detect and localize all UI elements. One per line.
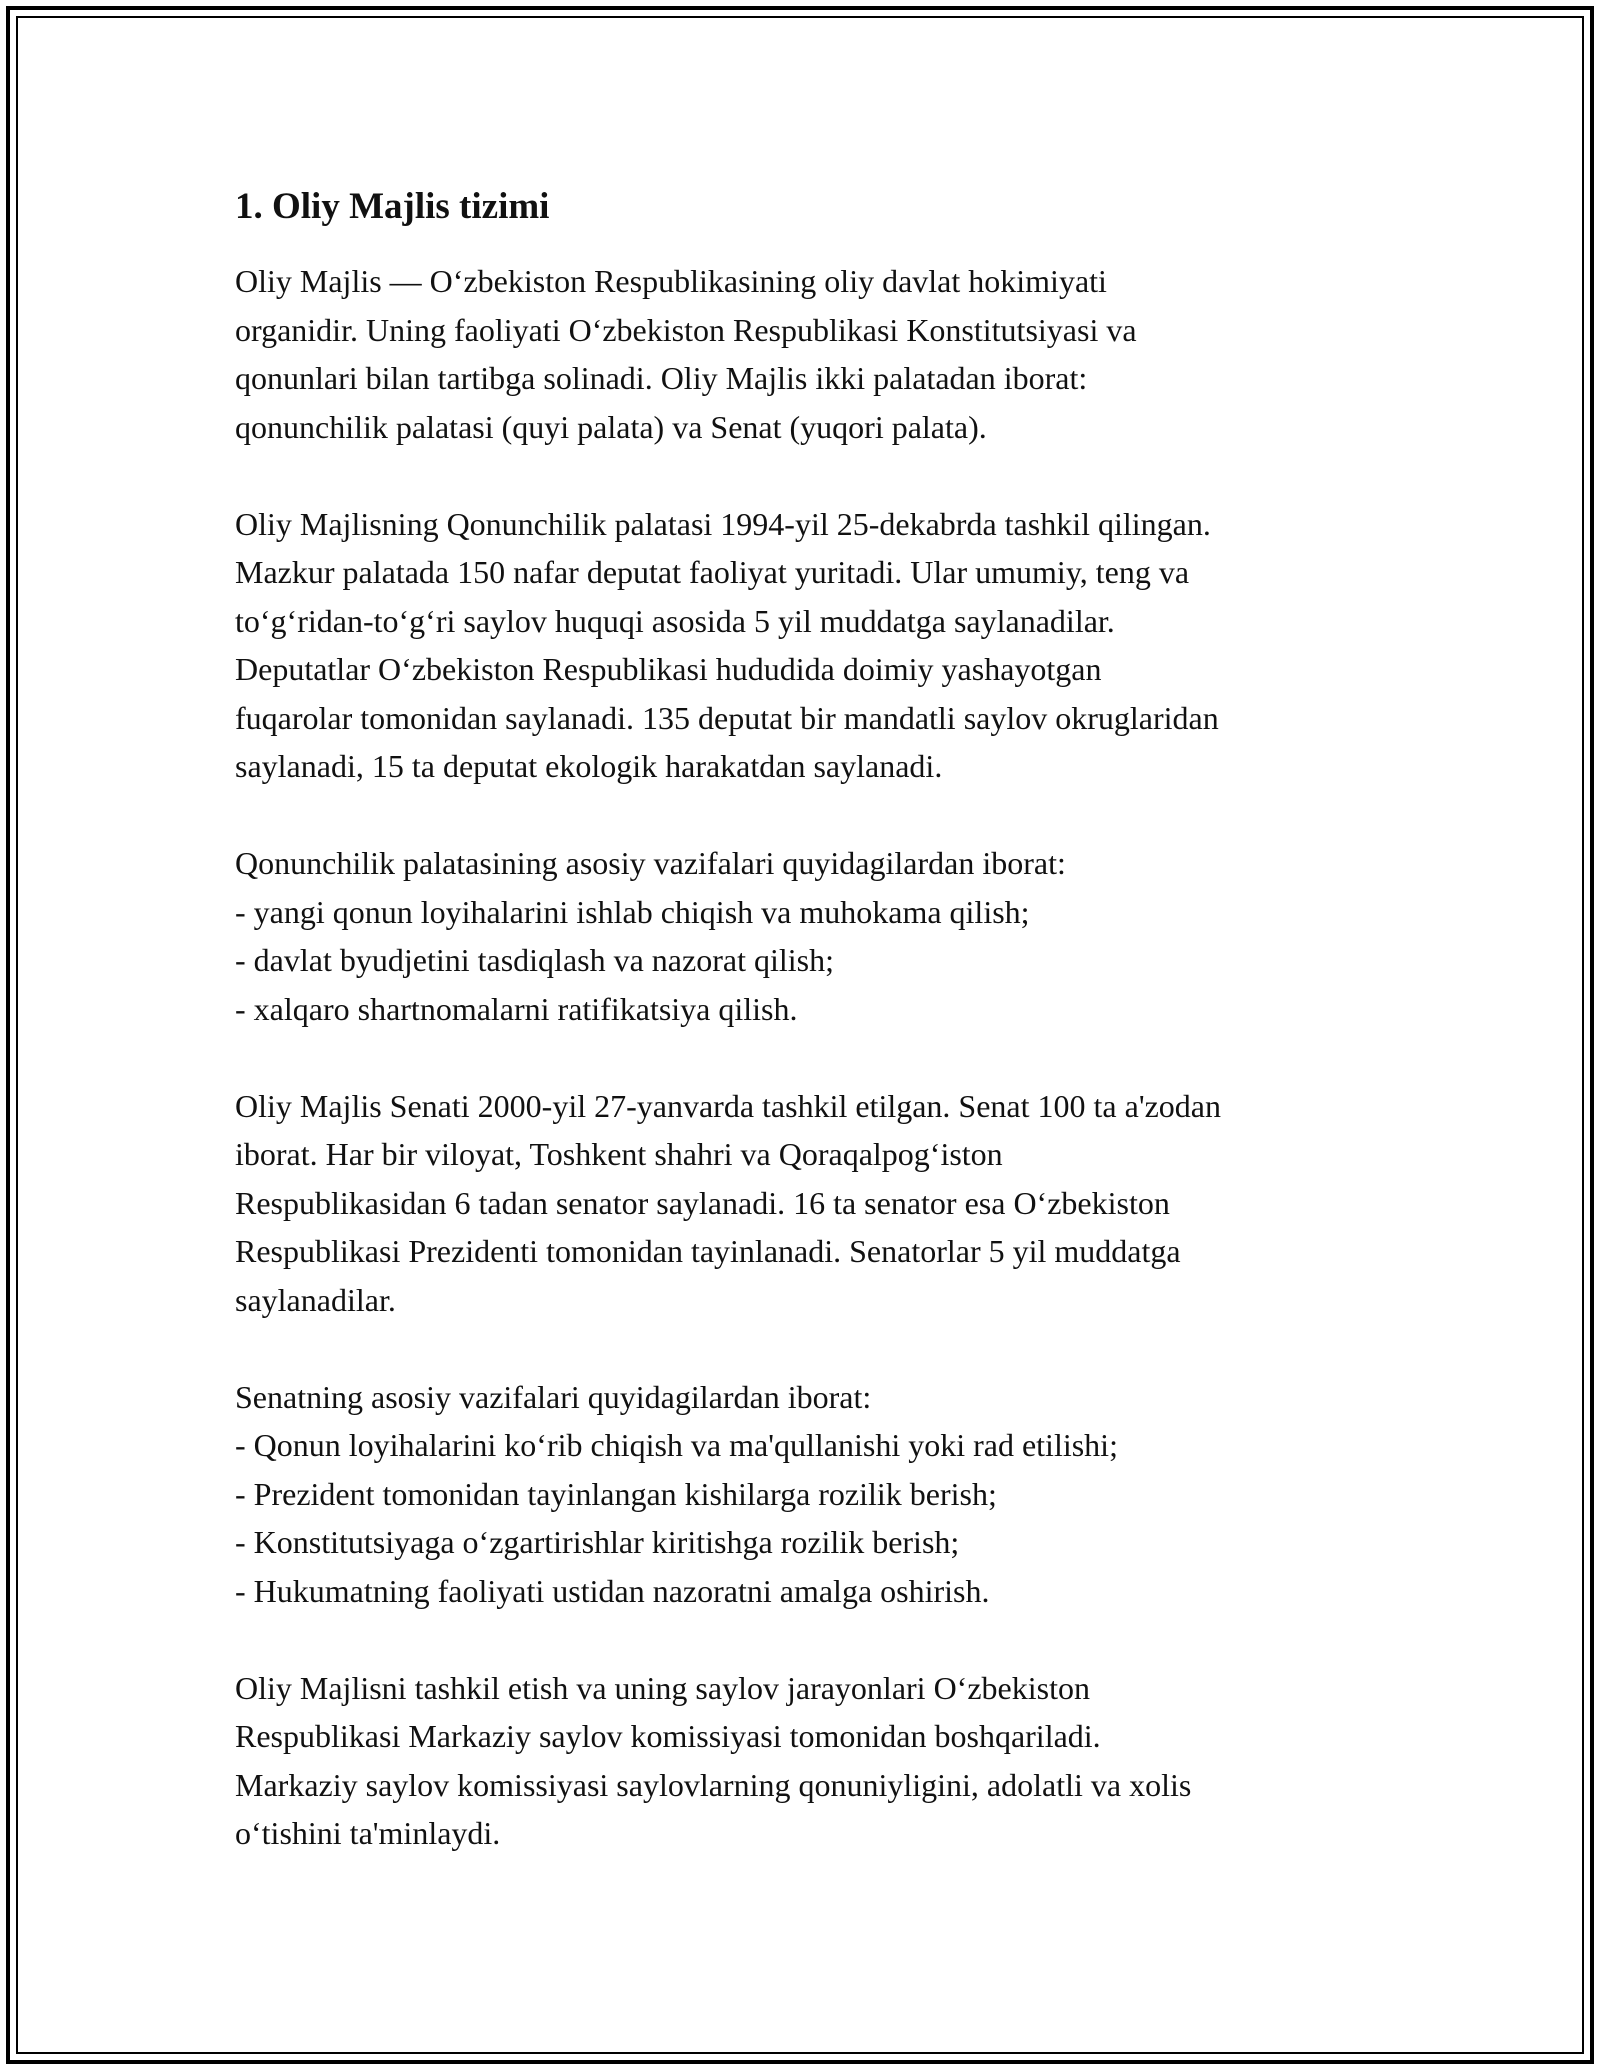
text-line: Respublikasi Markaziy saylov komissiyasi tomonidan boshqariladi. [235,1718,1101,1754]
text-line: Oliy Majlisning Qonunchilik palatasi 1994-yil 25-dekabrda tashkil qilingan. [235,505,1211,542]
text-line: Respublikasi Prezidenti tomonidan tayinlanadi. Senatorlar 5 yil muddatga [235,1233,1181,1269]
document-body [235,185,1385,1906]
text-line: Oliy Majlis — O‘zbekiston Respublikasining oliy davlat hokimiyati [235,263,1107,299]
text-line: organidir. Uning faoliyati O‘zbekiston Respublikasi Konstitutsiyasi va [235,311,1137,348]
text-line: - yangi qonun loyihalarini ishlab chiqish va muhokama qilish; [235,893,1030,930]
text-line: qonunlari bilan tartibga solinadi. Oliy Majlis ikki palatadan iborat: [235,360,1088,396]
text-line: - davlat byudjetini tasdiqlash va nazorat qilish; [235,942,834,978]
text-line: Oliy Majlisni tashkil etish va uning saylov jarayonlari O‘zbekiston [235,1669,1090,1706]
text-line: - Hukumatning faoliyati ustidan nazoratni amalga oshirish. [235,1572,990,1609]
body-paragraph [235,1664,1385,1858]
paragraph-list [235,257,1385,1858]
text-line: Mazkur palatada 150 nafar deputat faoliyat yuritadi. Ular umumiy, teng va [235,554,1190,590]
text-line: saylanadi, 15 ta deputat ekologik harakatdan saylanadi. [235,748,943,784]
text-line: Deputatlar O‘zbekiston Respublikasi hududida doimiy yashayotgan [235,651,1102,687]
body-paragraph [235,839,1385,1033]
text-line: Markaziy saylov komissiyasi saylovlarning qonuniyligini, adolatli va xolis [235,1766,1192,1803]
text-line: - xalqaro shartnomalarni ratifikatsiya qilish. [235,990,798,1027]
body-paragraph [235,257,1385,451]
page-title: 1. Oliy Majlis tizimi [235,186,550,227]
text-line: fuqarolar tomonidan saylanadi. 135 deputat bir mandatli saylov okruglaridan [235,699,1219,736]
body-paragraph [235,500,1385,791]
body-paragraph [235,1373,1385,1616]
body-paragraph [235,1082,1385,1325]
text-line: iborat. Har bir viloyat, Toshkent shahri va Qoraqalpog‘iston [235,1136,1003,1172]
text-line: - Konstitutsiyaga o‘zgartirishlar kiritishga rozilik berish; [235,1524,960,1560]
text-line: qonunchilik palatasi (quyi palata) va Senat (yuqori palata). [235,408,987,445]
text-line: Senatning asosiy vazifalari quyidagilardan iborat: [235,1378,872,1415]
text-line: Respublikasidan 6 tadan senator saylanadi. 16 ta senator esa O‘zbekiston [235,1184,1170,1221]
text-line: - Qonun loyihalarini ko‘rib chiqish va ma'qullanishi yoki rad etilishi; [235,1427,1118,1463]
text-line: Qonunchilik palatasining asosiy vazifalari quyidagilardan iborat: [235,845,1066,881]
text-line: - Prezident tomonidan tayinlangan kishilarga rozilik berish; [235,1475,997,1512]
text-line: o‘tishini ta'minlaydi. [235,1815,501,1851]
text-line: Oliy Majlis Senati 2000-yil 27-yanvarda tashkil etilgan. Senat 100 ta a'zodan [235,1087,1221,1124]
text-line: saylanadilar. [235,1281,396,1318]
text-line: to‘g‘ridan-to‘g‘ri saylov huquqi asosida 5 yil muddatga saylanadilar. [235,602,1115,639]
